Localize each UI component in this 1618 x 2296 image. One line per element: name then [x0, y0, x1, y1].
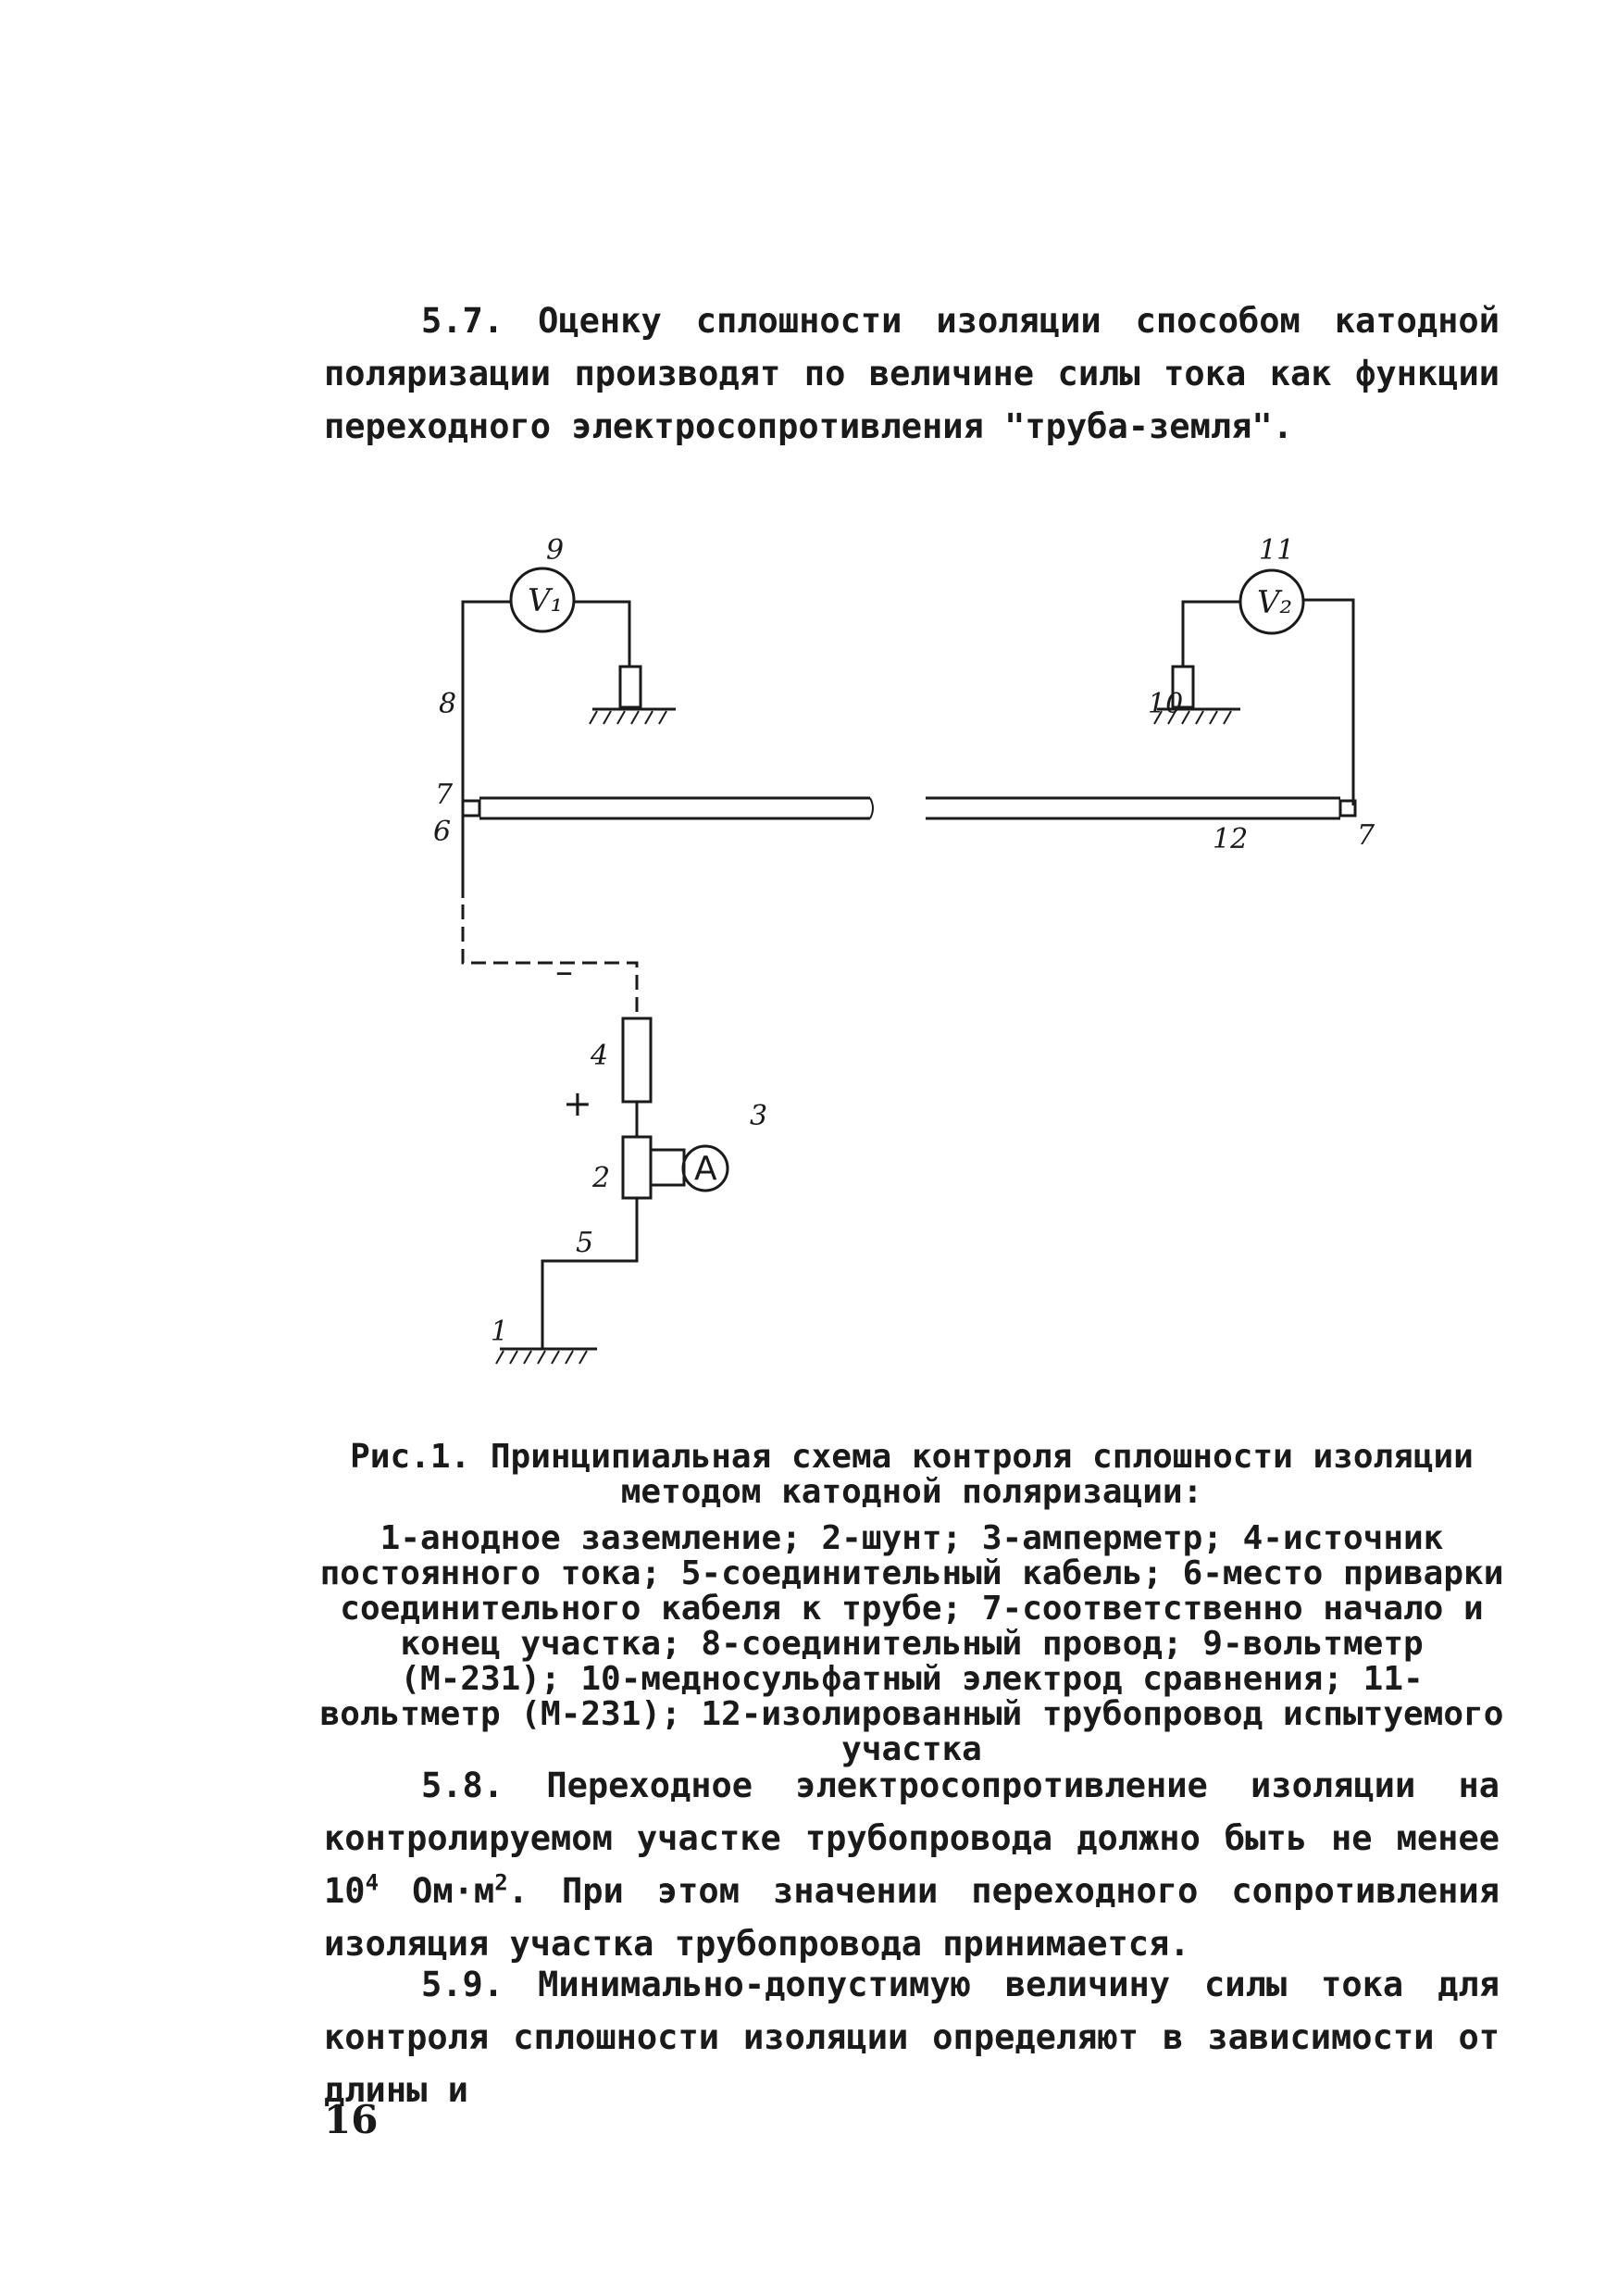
paragraph-5-9: 5.9. Минимально-допустимую величину силы тока для контроля сплошности изоляции определяют в зависимости от длины и: [324, 1965, 1500, 2110]
electrode-left: [620, 667, 641, 707]
ammeter-label: A: [694, 1150, 717, 1188]
label-3: 3: [750, 1100, 768, 1132]
label-9: 9: [546, 534, 565, 567]
wire-v2-electrode: [1183, 602, 1240, 667]
paragraph-5-7: 5.7. Оценку сплошности изоляции способом катодной поляризации производят по величине силы тока как функции переходного электросопротивления "труба-земля".: [324, 301, 1500, 446]
voltmeter-2-label: V₂: [1257, 584, 1293, 621]
caption-legend: 1-анодное заземление; 2-шунт; 3-амперметр; 4-источник постоянного тока; 5-соединительный кабель; 6-место приварки соединительного кабеля к трубе; 7-соответственно начало и конец участка; 8-соединительный провод; 9-вольтметр (М-231); 10-медносульфатный электрод сравнения; 11-вольтметр (М-231); 12-изолированный трубопровод испытуемого участка: [319, 1519, 1504, 1768]
label-6: 6: [433, 816, 452, 848]
label-12: 12: [1213, 823, 1249, 855]
label-8: 8: [439, 688, 457, 720]
wire-v1-electrode: [574, 602, 629, 667]
cathodic-polarization-diagram: [435, 528, 1379, 1416]
label-4: 4: [591, 1040, 609, 1072]
label-5: 5: [576, 1227, 594, 1259]
pipe-right-segment: [926, 798, 1340, 818]
wire-8: [463, 602, 511, 898]
label-11: 11: [1259, 534, 1295, 567]
cable-5: [542, 1198, 637, 1349]
caption-title: Рис.1. Принципиальная схема контроля сплошности изоляции методом катодной поляризации:: [350, 1438, 1474, 1511]
wire-v2-pipe: [1303, 600, 1353, 805]
voltmeter-1-label: V₁: [528, 582, 564, 619]
figure-caption: [319, 1440, 1504, 1767]
label-7-start: 7: [435, 779, 454, 811]
plus-sign: +: [563, 1083, 592, 1124]
pipe-left-segment: [479, 798, 870, 818]
label-7-end: 7: [1357, 819, 1375, 852]
label-10: 10: [1148, 688, 1184, 720]
wire-6-connector: [463, 816, 637, 1018]
exponent-4: 4: [365, 1869, 380, 1896]
shunt-2: [623, 1137, 651, 1198]
dc-source-4: [623, 1018, 651, 1102]
minus-sign: –: [555, 951, 573, 992]
paragraph-5-8: 5.8. Переходное электросопротивление изоляции на контролируемом участке трубопровода должно быть не менее $10^4$ $Ом\cdot м^2$. При этом значении переходного сопротивления изоляция участка трубопровода принимается.: [324, 1766, 1500, 1964]
label-1: 1: [491, 1316, 509, 1348]
shunt-ammeter-wires: [651, 1150, 685, 1185]
page-number: 16: [324, 2097, 379, 2142]
label-2: 2: [592, 1162, 611, 1194]
exponent-2: 2: [494, 1869, 508, 1896]
pipe-start-cap: [463, 801, 479, 816]
